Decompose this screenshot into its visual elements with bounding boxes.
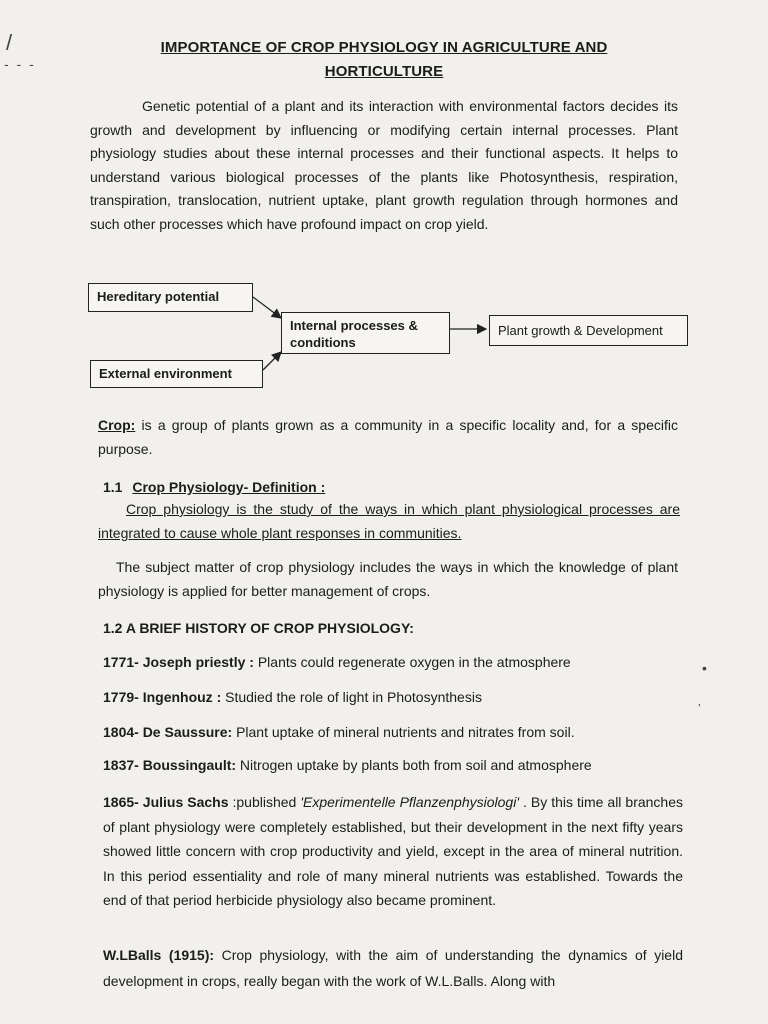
internal-processes-box: Internal processes & conditions bbox=[281, 312, 450, 354]
external-environment-box: External environment bbox=[90, 360, 263, 388]
definition-heading bbox=[103, 479, 325, 495]
history-entry-who: 1837- Boussingault: bbox=[103, 757, 237, 773]
history-entry-1837 bbox=[103, 757, 683, 773]
sachs-paragraph bbox=[103, 790, 683, 913]
crop-text: is a group of plants grown as a community in a specific locality and, for a specific purpose. bbox=[98, 417, 678, 457]
document-title bbox=[120, 36, 648, 84]
definition-text: Crop physiology is the study of the ways in which plant physiological processes are integrated to cause whole plant responses in communities. bbox=[98, 501, 680, 541]
hereditary-potential-box: Hereditary potential bbox=[88, 283, 253, 312]
history-entry-text: Plant uptake of mineral nutrients and nitrates from soil. bbox=[232, 724, 575, 740]
margin-dot: • bbox=[702, 660, 707, 676]
history-entry-text: Studied the role of light in Photosynthesis bbox=[221, 689, 482, 705]
history-entry-text: Plants could regenerate oxygen in the atmosphere bbox=[253, 654, 571, 670]
definition-heading-text: Crop Physiology- Definition : bbox=[132, 479, 326, 495]
margin-mark: - - - bbox=[4, 56, 36, 72]
margin-tick: ‚ bbox=[698, 694, 701, 708]
title-line-1: IMPORTANCE OF CROP PHYSIOLOGY IN AGRICULTURE AND bbox=[160, 39, 608, 56]
intro-paragraph: Genetic potential of a plant and its interaction with environmental factors decides its growth and development by influencing or modifying certain internal processes. Plant physiology studies about these internal processes and their functional aspects. It helps to understand various biological processes of the plants like Photosynthesis, respiration, transpiration, translocation, nutrient uptake, plant growth regulation through hormones and such other processes which have profound impact on crop yield. bbox=[90, 98, 678, 232]
history-entry-who: 1804- De Saussure: bbox=[103, 724, 233, 740]
balls-paragraph bbox=[103, 942, 683, 994]
sachs-book: 'Experimentelle Pflanzenphysiologi' bbox=[300, 794, 519, 810]
subject-matter-paragraph: The subject matter of crop physiology includes the ways in which the knowledge of plant physiology is applied for better management of crops. bbox=[98, 559, 678, 599]
crop-term: Crop: bbox=[98, 417, 136, 433]
balls-text: Crop physiology, with the aim of understanding the dynamics of yield development in crops, really began with the work of W.L.Balls. Along with bbox=[103, 947, 683, 989]
sachs-name: 1865- Julius Sachs bbox=[103, 794, 229, 810]
history-entry-who: 1771- Joseph priestly : bbox=[103, 654, 254, 670]
history-heading: 1.2 A BRIEF HISTORY OF CROP PHYSIOLOGY: bbox=[103, 620, 414, 636]
crop-definition-paragraph bbox=[98, 414, 678, 461]
history-entry-1804 bbox=[103, 724, 683, 740]
arrow-hereditary-to-internal bbox=[253, 297, 281, 318]
history-entry-who: 1779- Ingenhouz : bbox=[103, 689, 222, 705]
arrow-external-to-internal bbox=[263, 352, 281, 370]
margin-mark: / bbox=[6, 30, 13, 55]
history-entry-text: Nitrogen uptake by plants both from soil and atmosphere bbox=[236, 757, 592, 773]
sachs-text: . By this time all branches of plant physiology were completely established, but their development in the next fifty years showed little concern with crop productivity and yield, except in the area of mineral nutrition. In this period essentiality and role of many mineral nutrients was established. Towards the end of that period herbicide physiology also became prominent. bbox=[103, 794, 683, 908]
balls-name: W.LBalls (1915): bbox=[103, 947, 215, 963]
history-entry-1771 bbox=[103, 654, 683, 670]
title-line-2: HORTICULTURE bbox=[324, 63, 444, 80]
definition-number: 1.1 bbox=[103, 479, 123, 495]
plant-growth-box: Plant growth & Development bbox=[489, 315, 688, 346]
sachs-pre: :published bbox=[228, 794, 301, 810]
history-entry-1779 bbox=[103, 689, 683, 705]
